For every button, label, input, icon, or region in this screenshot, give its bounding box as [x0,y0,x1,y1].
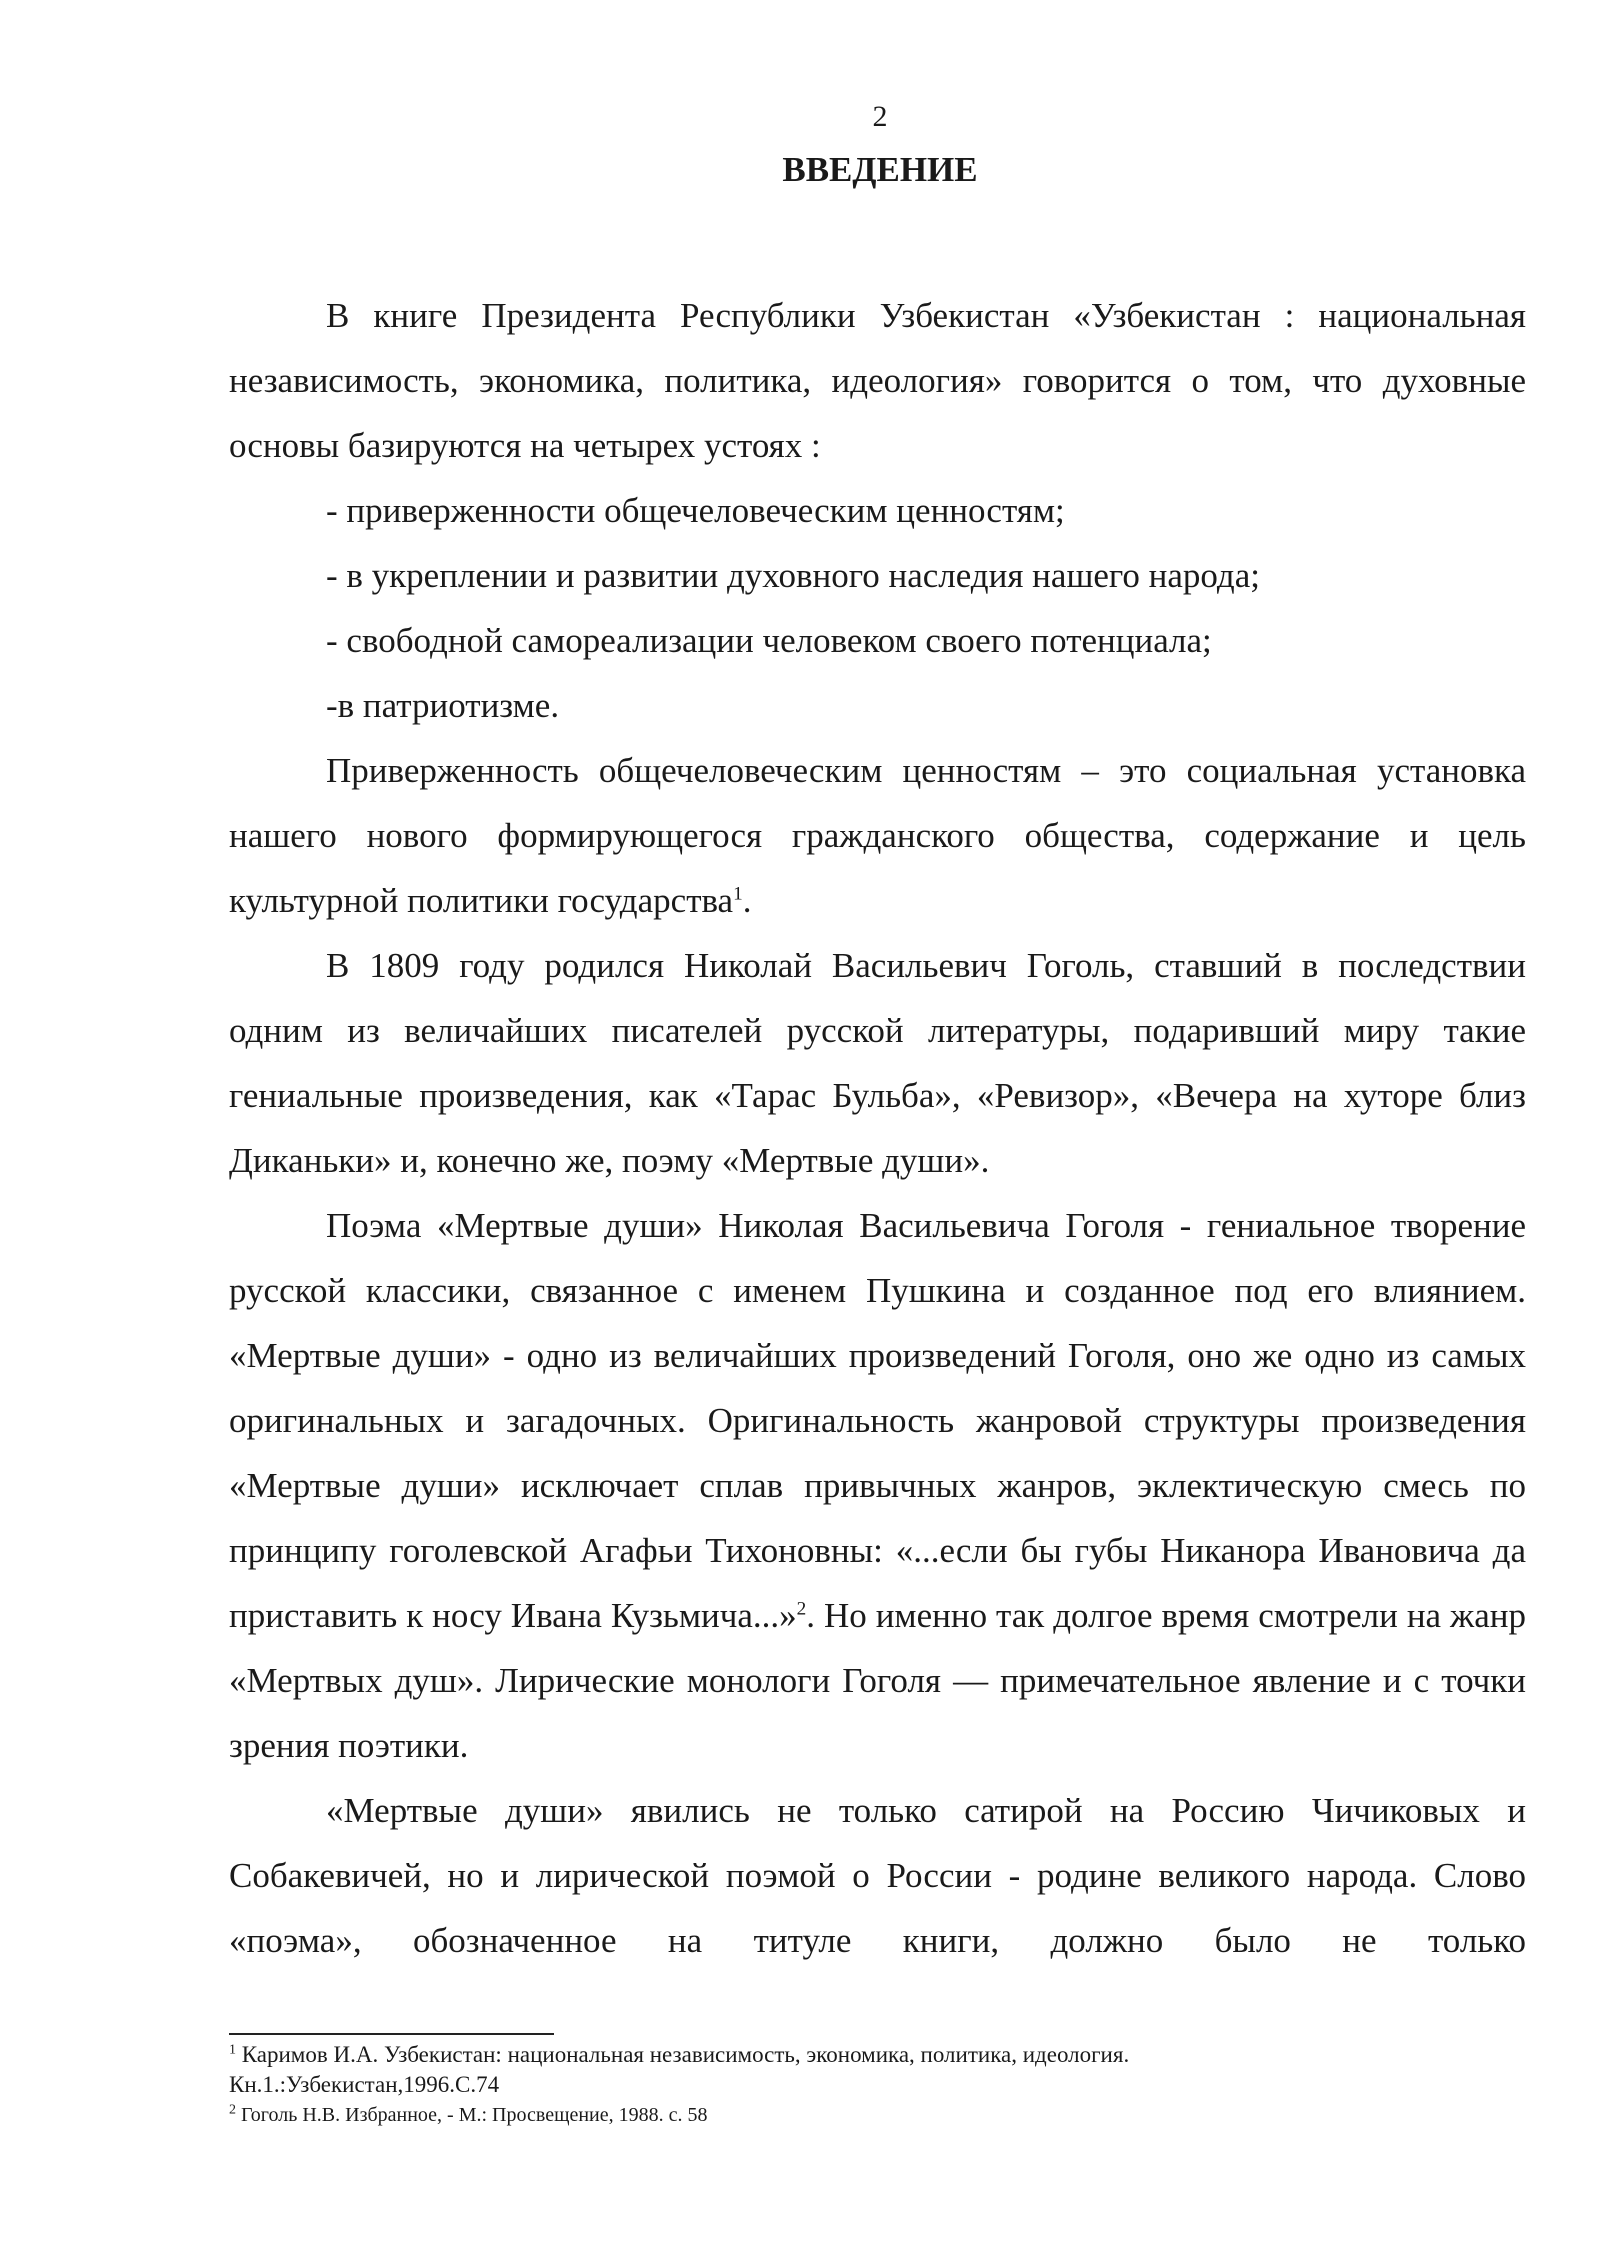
paragraph-values-text: Приверженность общечеловеческим ценностям – это социальная установка нашего нового формирующегося гражданского общества, содержание и цель культурной политики государства [229,751,1526,920]
main-text [229,283,1526,1973]
footnote-2 [229,2100,1526,2130]
paragraph-dead-souls [229,1193,1526,1778]
footnote-separator [229,2033,554,2035]
footnote-1-marker: 1 [229,2042,236,2058]
footnote-2-text: Гоголь Н.В. Избранное, - М.: Просвещение, 1988. с. 58 [241,2104,708,2126]
paragraph-intro: В книге Президента Республики Узбекистан «Узбекистан : национальная независимость, экономика, политика, идеология» говорится о том, что духовные основы базируются на четырех устоях : [229,296,1526,465]
page-title: ВВЕДЕНИЕ [782,150,978,189]
list-item-self-realization: - свободной самореализации человеком своего потенциала; [326,621,1212,660]
footnote-ref-1: 1 [733,883,743,905]
page-number: 2 [872,100,888,133]
list-item-patriotism: -в патриотизме. [326,686,560,725]
paragraph-gogol-birth: В 1809 году родился Николай Васильевич Гоголь, ставший в последствии одним из величайших писателей русской литературы, подаривший миру такие гениальные произведения, как «Тарас Бульба», «Ревизор», «Вечера на хуторе близ Диканьки» и, конечно же, поэму «Мертвые души». [229,946,1526,1180]
footnote-ref-2: 2 [796,1598,807,1620]
footnote-1 [229,2040,1526,2070]
paragraph-values-end: . [742,881,752,920]
list-item-heritage: - в укреплении и развитии духовного наследия нашего народа; [326,556,1260,595]
footnote-1-line1: Каримов И.А. Узбекистан: национальная независимость, экономика, политика, идеология. [241,2042,1130,2067]
paragraph-dead-souls-text-b: . Но именно так долгое время смотрели на жанр «Мертвых душ». Лирические монологи Гоголя — примечательное явление и с точки зрения поэтики. [229,1596,1526,1765]
list-item-values: - приверженности общечеловеческим ценностям; [326,491,1065,530]
paragraph-satire: «Мертвые души» явились не только сатирой на Россию Чичиковых и Собакевичей, но и лирической поэмой о России - родине великого народа. Слово «поэма», обозначенное на титуле книги, должно было не только [229,1791,1526,1960]
footnote-1-line2: Кн.1.:Узбекистан,1996.С.74 [229,2072,500,2097]
footnote-1-continued [229,2070,1526,2100]
paragraph-dead-souls-text-a: Поэма «Мертвые души» Николая Васильевича Гоголя - гениальное творение русской классики, связанное с именем Пушкина и созданное под его влиянием. «Мертвые души» - одно из величайших произведений Гоголя, оно же одно из самых оригинальных и загадочных. Оригинальность жанровой структуры произведения «Мертвые души» исключает сплав привычных жанров, эклектическую смесь по принципу гоголевской Агафьи Тихоновны: «...если бы губы Никанора Ивановича да приставить к носу Ивана Кузьмича...» [229,1206,1526,1635]
footnote-2-marker: 2 [229,2102,236,2118]
paragraph-values [229,738,1526,933]
footnotes [229,2040,1526,2130]
